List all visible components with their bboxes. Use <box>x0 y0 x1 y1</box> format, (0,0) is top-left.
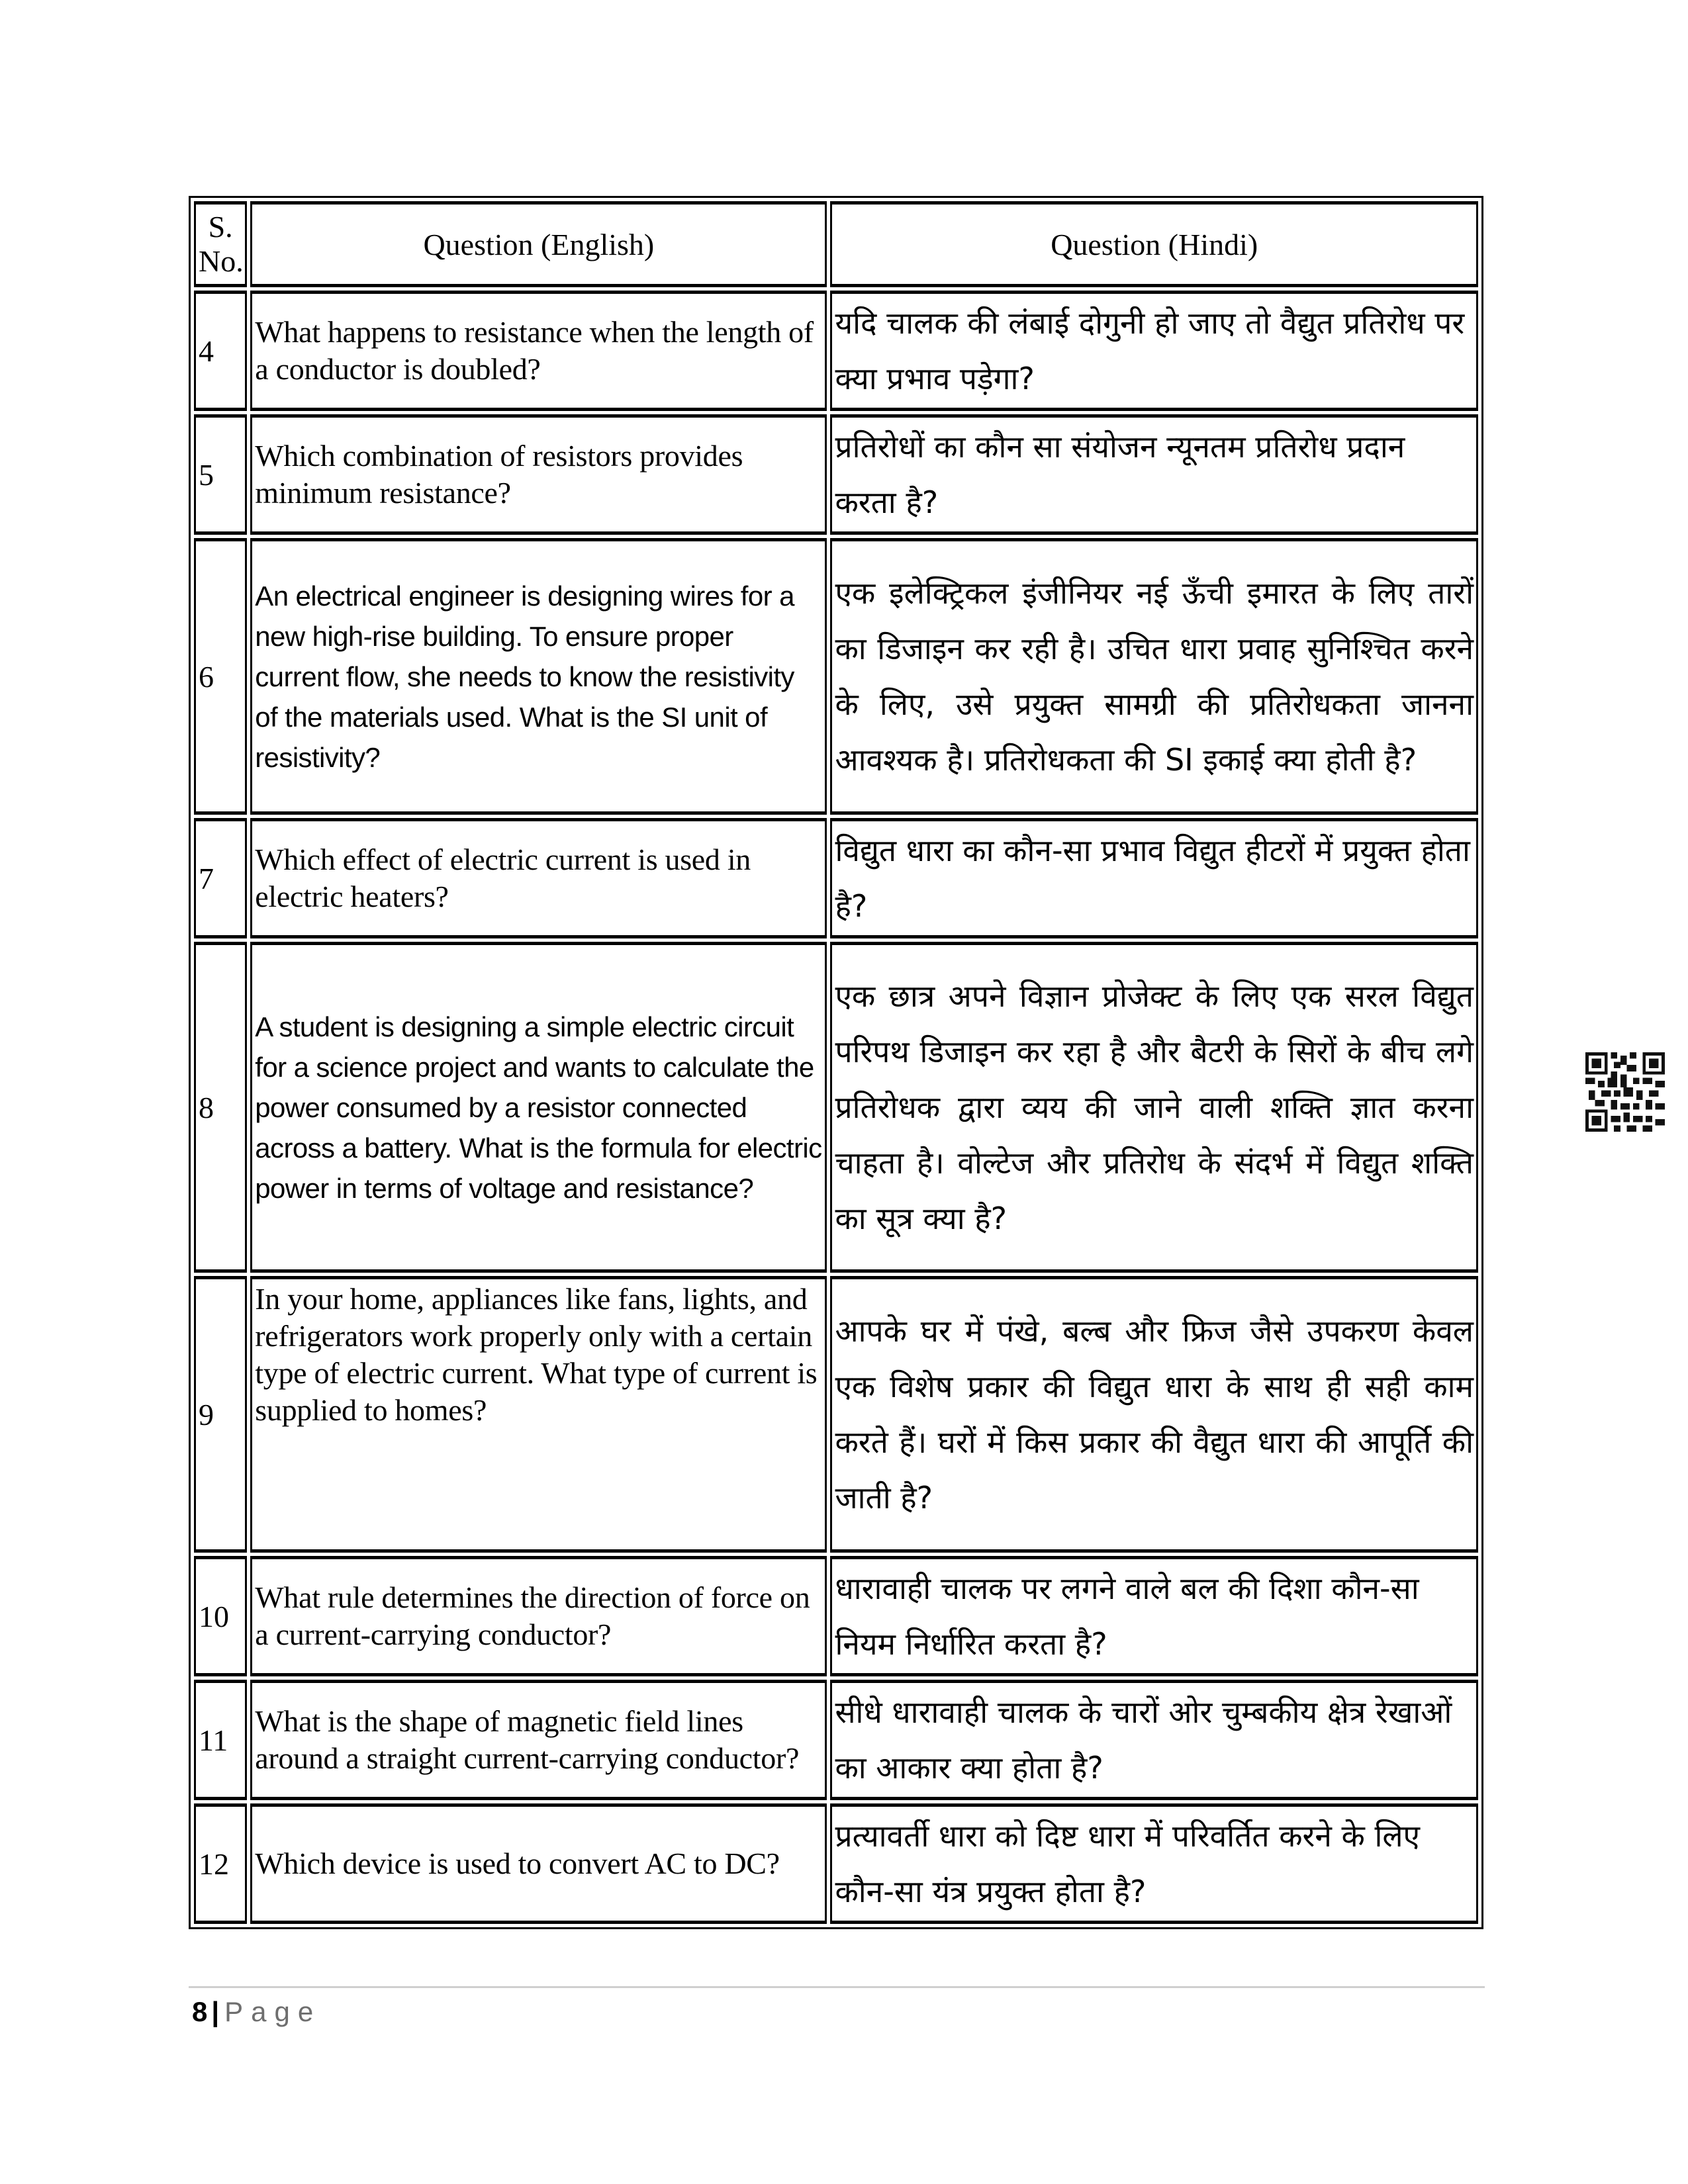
header-question-hindi: Question (Hindi) <box>830 201 1478 287</box>
question-english: Which device is used to convert AC to DC? <box>250 1803 827 1924</box>
question-hindi: सीधे धारावाही चालक के चारों ओर चुम्बकीय क्षेत्र रेखाओं का आकार क्या होता है? <box>830 1680 1478 1800</box>
qr-code-icon <box>1585 1052 1665 1132</box>
table-header-row <box>194 201 1478 287</box>
table-row <box>194 1803 1478 1924</box>
question-english: An electrical engineer is designing wires for a new high-rise building. To ensure proper current flow, she needs to know the resistivity of the materials used. What is the SI unit of resistivity? <box>250 538 827 815</box>
table-row <box>194 1680 1478 1800</box>
question-hindi: प्रत्यावर्ती धारा को दिष्ट धारा में परिवर्तित करने के लिए कौन-सा यंत्र प्रयुक्त होता है? <box>830 1803 1478 1924</box>
question-english: What is the shape of magnetic field lines around a straight current-carrying conductor? <box>250 1680 827 1800</box>
table-row <box>194 1556 1478 1676</box>
serial-number: 9 <box>194 1276 247 1553</box>
header-serial-number: S. No. <box>194 201 247 287</box>
question-english: Which combination of resistors provides minimum resistance? <box>250 414 827 535</box>
serial-number: 7 <box>194 818 247 938</box>
table-row <box>194 942 1478 1273</box>
header-question-english: Question (English) <box>250 201 827 287</box>
page-number: 8 <box>192 1996 208 2027</box>
serial-number: 4 <box>194 291 247 411</box>
question-hindi: विद्युत धारा का कौन-सा प्रभाव विद्युत हीटरों में प्रयुक्त होता है? <box>830 818 1478 938</box>
question-english: A student is designing a simple electric circuit for a science project and wants to calculate the power consumed by a resistor connected across a battery. What is the formula for electric power in terms of voltage and resistance? <box>250 942 827 1273</box>
table-row <box>194 538 1478 815</box>
serial-number: 5 <box>194 414 247 535</box>
question-hindi: धारावाही चालक पर लगने वाले बल की दिशा कौन-सा नियम निर्धारित करता है? <box>830 1556 1478 1676</box>
question-hindi: प्रतिरोधों का कौन सा संयोजन न्यूनतम प्रतिरोध प्रदान करता है? <box>830 414 1478 535</box>
question-hindi: आपके घर में पंखे, बल्ब और फ्रिज जैसे उपकरण केवल एक विशेष प्रकार की विद्युत धारा के साथ ही सही काम करते हैं। घरों में किस प्रकार की वैद्युत धारा की आपूर्ति की जाती है? <box>830 1276 1478 1553</box>
table-row <box>194 291 1478 411</box>
table-row <box>194 1276 1478 1553</box>
question-hindi: एक इलेक्ट्रिकल इंजीनियर नई ऊँची इमारत के लिए तारों का डिजाइन कर रही है। उचित धारा प्रवाह सुनिश्चित करने के लिए, उसे प्रयुक्त सामग्री की प्रतिरोधकता जानना आवश्यक है। प्रतिरोधकता की SI इकाई क्या होती है? <box>830 538 1478 815</box>
page-footer <box>192 1992 321 2032</box>
questions-table <box>189 196 1483 1929</box>
serial-number: 6 <box>194 538 247 815</box>
serial-number: 12 <box>194 1803 247 1924</box>
table-row <box>194 414 1478 535</box>
footer-divider <box>189 1986 1485 1988</box>
serial-number: 10 <box>194 1556 247 1676</box>
question-english: In your home, appliances like fans, lights, and refrigerators work properly only with a certain type of electric current. What type of current is supplied to homes? <box>250 1276 827 1553</box>
serial-number: 8 <box>194 942 247 1273</box>
footer-separator: | <box>211 1996 220 2027</box>
page-label: Page <box>224 1996 322 2027</box>
question-hindi: यदि चालक की लंबाई दोगुनी हो जाए तो वैद्युत प्रतिरोध पर क्या प्रभाव पड़ेगा? <box>830 291 1478 411</box>
question-english: Which effect of electric current is used in electric heaters? <box>250 818 827 938</box>
question-english: What happens to resistance when the length of a conductor is doubled? <box>250 291 827 411</box>
serial-number: 11 <box>194 1680 247 1800</box>
table-row <box>194 818 1478 938</box>
question-hindi: एक छात्र अपने विज्ञान प्रोजेक्ट के लिए एक सरल विद्युत परिपथ डिजाइन कर रहा है और बैटरी के सिरों के बीच लगे प्रतिरोधक द्वारा व्यय की जाने वाली शक्ति ज्ञात करना चाहता है। वोल्टेज और प्रतिरोध के संदर्भ में विद्युत शक्ति का सूत्र क्या है? <box>830 942 1478 1273</box>
question-english: What rule determines the direction of force on a current-carrying conductor? <box>250 1556 827 1676</box>
